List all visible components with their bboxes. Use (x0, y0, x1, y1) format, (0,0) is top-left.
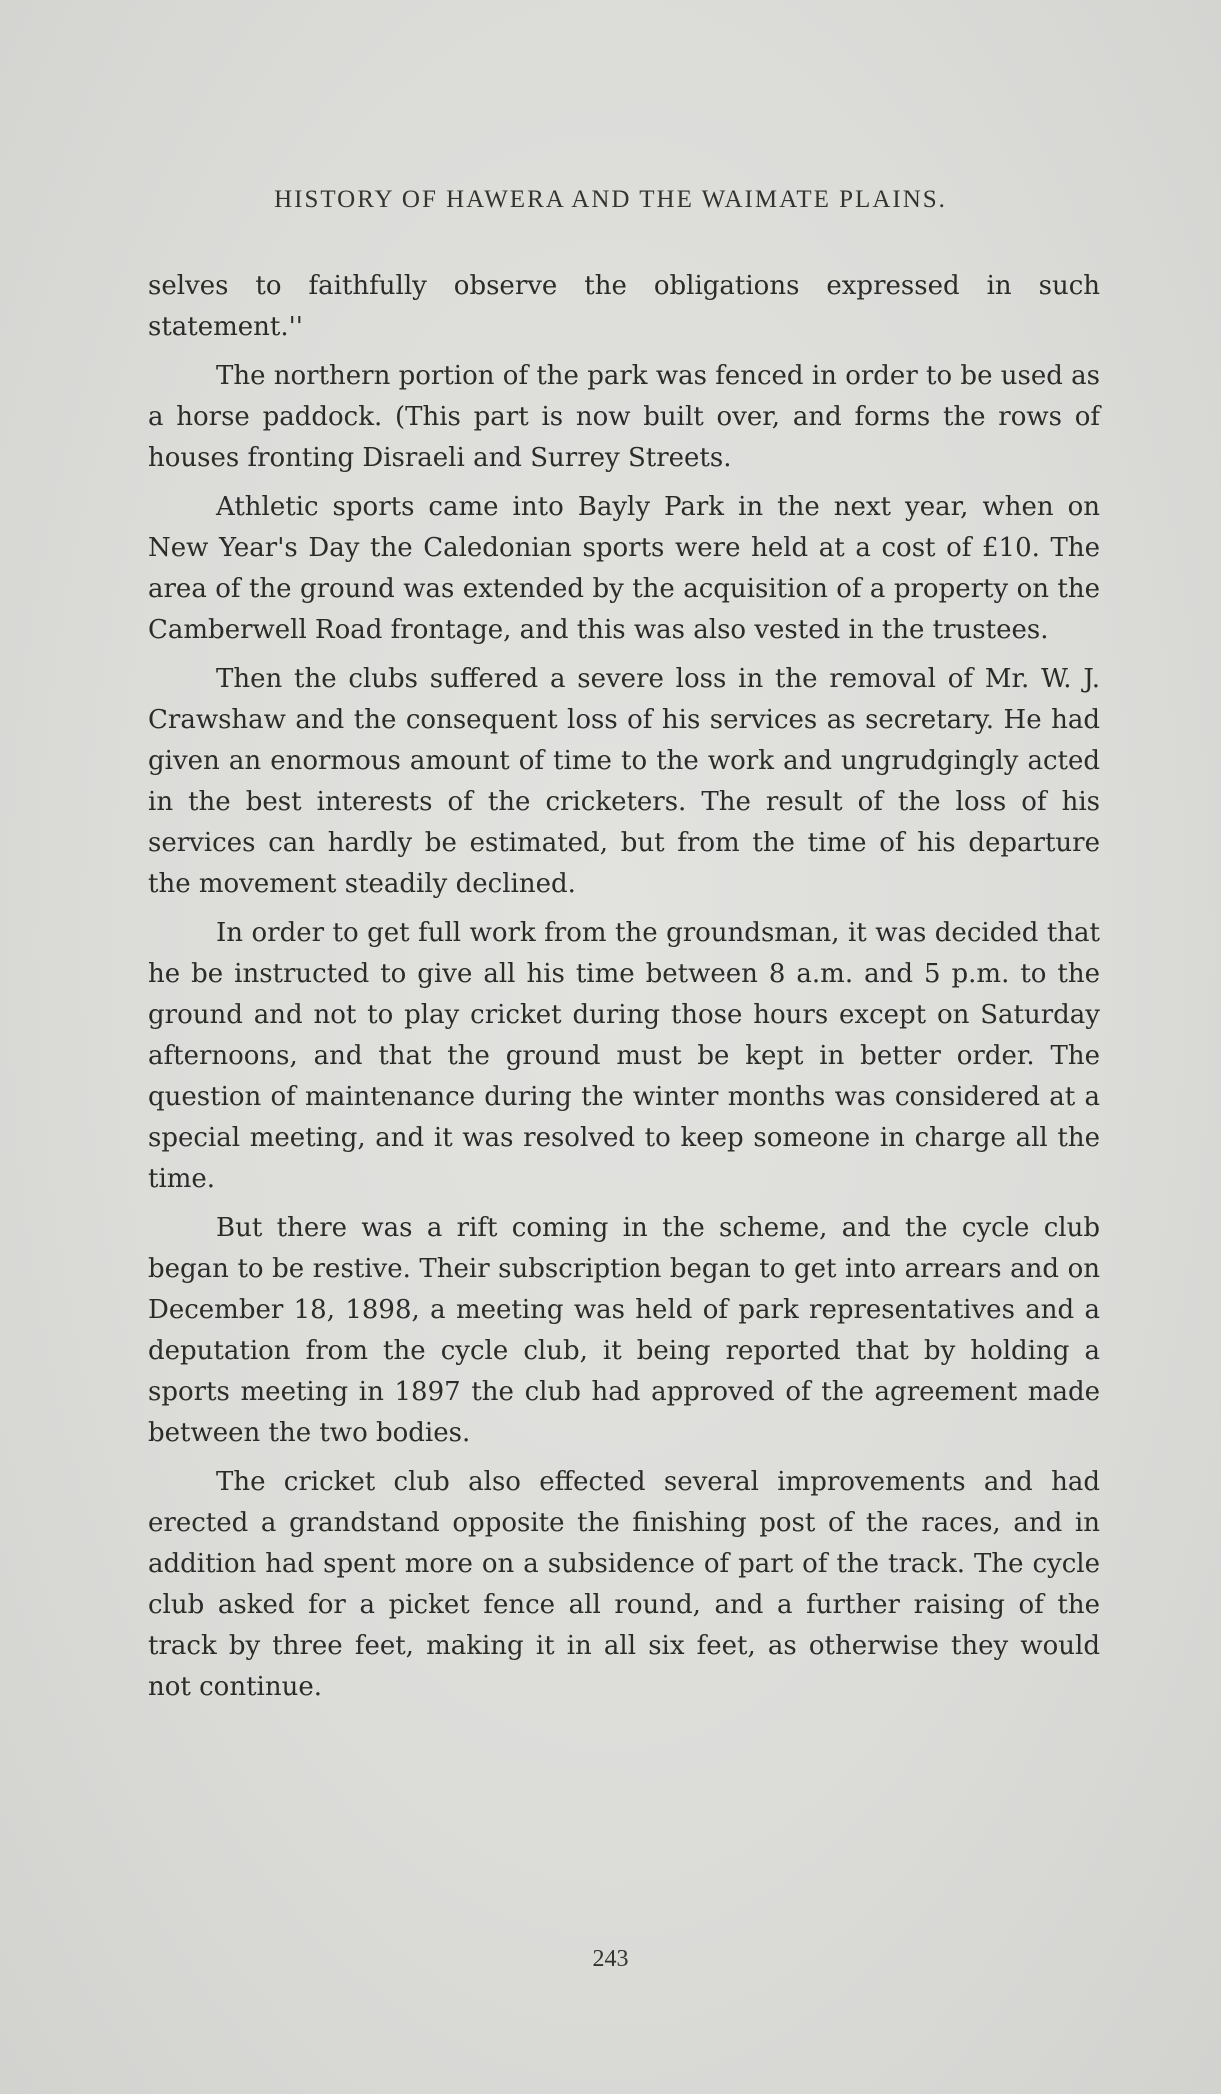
running-title: HISTORY OF HAWERA AND THE WAIMATE PLAINS. (274, 186, 947, 213)
paragraph-cycle-club-rift: But there was a rift coming in the scheme, and the cycle club began to be restive. Their subscription began to get into arrears and on December 18, 1898, a meeting was held of park representatives and a deputation from the cycle club, it being reported that by holding a sports meeting in 1897 the club had approved of the agreement made between the two bodies. (148, 1213, 1100, 1448)
paragraph-horse-paddock: The northern portion of the park was fenced in order to be used as a horse paddock. (This part is now built over, and forms the rows of houses fronting Disraeli and Surrey Streets. (148, 361, 1100, 473)
paragraph-athletic-sports: Athletic sports came into Bayly Park in the next year, when on New Year's Day the Caledonian sports were held at a cost of £10. The area of the ground was extended by the acquisition of a property on the Camberwell Road frontage, and this was also vested in the trustees. (148, 492, 1100, 645)
body-text (148, 266, 1100, 1716)
paragraph-continuation: selves to faithfully observe the obligations expressed in such statement.'' (148, 271, 1100, 342)
page-number: 243 (592, 1946, 629, 1972)
paragraph-cricket-improvements: The cricket club also effected several improvements and had erected a grandstand opposite the finishing post of the races, and in addition had spent more on a subsidence of part of the track. The cycle club asked for a picket fence all round, and a further raising of the track by three feet, making it in all six feet, as otherwise they would not continue. (148, 1467, 1100, 1702)
paragraph-crawshaw-removal: Then the clubs suffered a severe loss in the removal of Mr. W. J. Crawshaw and the consequent loss of his services as secretary. He had given an enormous amount of time to the work and ungrudgingly acted in the best interests of the cricketers. The result of the loss of his services can hardly be estimated, but from the time of his departure the movement steadily declined. (148, 664, 1100, 899)
paragraph-groundsman: In order to get full work from the groundsman, it was decided that he be instructed to give all his time between 8 a.m. and 5 p.m. to the ground and not to play cricket during those hours except on Saturday afternoons, and that the ground must be kept in better order. The question of maintenance during the winter months was considered at a special meeting, and it was resolved to keep someone in charge all the time. (148, 918, 1100, 1194)
